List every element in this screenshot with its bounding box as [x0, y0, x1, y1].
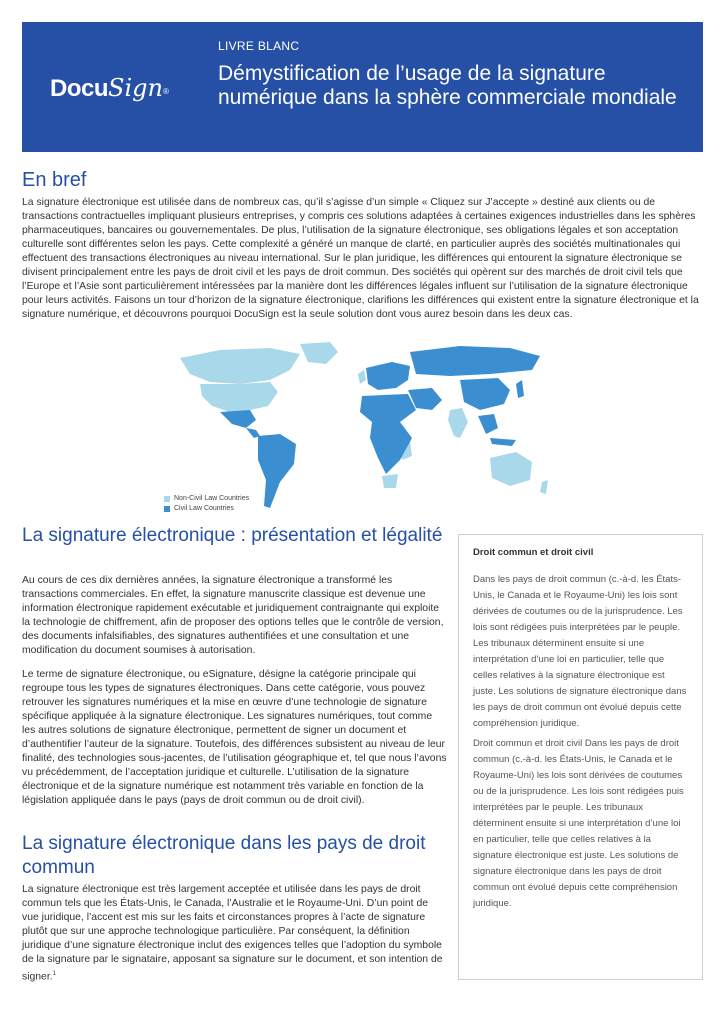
logo-reg: ® [162, 87, 169, 96]
sidebar-paragraph-2: Droit commun et droit civil Dans les pays de droit commun (c.-à-d. les États-Unis, le Canada et le Royaume-Uni) les lois sont dérivées de coutumes ou de la jurisprudence. Les lois sont rédigées puis interprétées par le peuple. Les tribunaux déterminent ensuite si une interprétation d’une loi en particulier, telle que celles relatives à la signature électronique est juste. Les solutions de signature électronique dans les pays de droit commun ont évolué depuis cette compréhension juridique. [473, 738, 684, 909]
sidebar-box [458, 534, 703, 980]
legend-item-civil [164, 504, 249, 514]
section2-paragraph-text: La signature électronique est très largement acceptée et utilisée dans les pays de droit commun tels que les États-Unis, le Canada, l’Australie et le Royaume-Uni. D’un point de vue juridique, l’accent est mis sur les faits et circonstances propres à l’acte de signature plutôt que sur une approche technologique particulière. Par conséquent, la définition juridique d’une signature électronique inclut des exigences telles que l’adoption du symbole de la signature par le signataire, apposant sa signature sur le document, et son intention de signer. [22, 884, 443, 983]
legend-label-non-civil: Non-Civil Law Countries [174, 495, 250, 502]
map-central-america [246, 428, 260, 438]
sidebar-title: Droit commun et droit civil [473, 547, 594, 558]
logo-docu: Docu [50, 75, 108, 102]
map-china [460, 378, 510, 410]
map-canada [180, 348, 300, 384]
map-indonesia [490, 438, 516, 446]
map-newzealand [540, 480, 548, 494]
map-russia [410, 346, 540, 376]
section1-heading: La signature électronique : présentation et légalité [22, 525, 443, 546]
section2-heading: La signature électronique dans les pays de droit commun [22, 833, 426, 878]
map-japan [516, 380, 524, 398]
map-usa [200, 382, 278, 412]
intro-paragraph: La signature électronique est utilisée dans de nombreux cas, qu’il s’agisse d’un simple « Cliquez sur J’accepte » destiné aux clients ou de transactions contractuelles impliquant plusieurs entreprises, y compris ces solutions adaptées à certaines exigences industrielles dans les sphères pharmaceutiques, bancaires ou gouvernementales. De plus, l’utilisation de la signature électronique, ses obligations légales et son acceptation culturelle sont différentes selon les pays. Cette complexité a généré un manque de clarté, en particulier auprès des sociétés multinationales qui effectuent des transactions électroniques au niveau international. Sur le plan juridique, les différences qui entourent la signature électronique se divisent principalement entre les pays de droit civil et les pays de droit commun. Des sociétés qui opèrent sur des marchés de droit civil tels que l’Europe et l’Asie sont particulièrement intéressées par la manière dont les différences légales influent sur l’utilisation de la signature électronique pour leurs activités. Faisons un tour d’horizon de la signature électronique, clarifions les différences qui existent entre la signature électronique et la signature numérique, et découvrons pourquoi DocuSign est la seule solution dont vous aurez besoin dans les deux cas. [22, 197, 699, 320]
map-legend [164, 494, 249, 514]
legend-swatch-civil [164, 506, 170, 512]
legend-label-civil: Civil Law Countries [174, 505, 234, 512]
map-south-america [258, 434, 296, 508]
header-banner [22, 22, 703, 152]
section2-paragraph-1 [22, 883, 447, 984]
intro-heading: En bref [22, 169, 87, 191]
map-mexico [220, 410, 256, 428]
document-title: Démystification de l’usage de la signature numérique dans la sphère commerciale mondiale [218, 62, 677, 109]
map-europe [366, 362, 410, 390]
footnote-marker: 1 [52, 971, 56, 977]
map-southeast-asia [478, 414, 498, 434]
map-central-africa [370, 422, 412, 474]
map-australia [490, 452, 532, 486]
map-north-africa [360, 394, 416, 422]
section1-paragraph-1: Au cours de ces dix dernières années, la signature électronique a transformé les transactions commerciales. En effet, la signature manuscrite classique est devenue une information électronique rapidement exécutable et juridiquement contraignante qui exploite la technologie de chiffrement, afin de proposer des options telles que le contrôle de version, des documents infalsifiables, des signatures authentifiées et une consultation et une modification du document soumises à autorisation. [22, 575, 444, 656]
docusign-logo [50, 74, 190, 108]
sidebar-paragraph-1: Dans les pays de droit commun (c.-à-d. les États-Unis, le Canada et le Royaume-Uni) les lois sont dérivées de coutumes ou de la jurisprudence. Les lois sont rédigées puis interprétées par le peuple. Les tribunaux déterminent ensuite si une interprétation d’une loi en particulier, telle que celles relatives à la signature électronique est juste. Les solutions de signature électronique dans les pays de droit commun ont évolué depuis cette compréhension juridique. [473, 574, 687, 729]
map-uk [358, 370, 366, 384]
section1-paragraph-2: Le terme de signature électronique, ou eSignature, désigne la catégorie principale qui regroupe tous les types de signatures électroniques. Dans cette catégorie, vous pouvez retrouver les signatures numériques et la mise en œuvre d’une technologie de signature spécifique appliquée à la signature électronique. Les signatures numériques, tout comme les autres solutions de signature électronique, permettent de signer un document et d’authentifier l’auteur de la signature. Toutefois, des différences subsistent au niveau de leur finalité, des technologies sous-jacentes, de l’utilisation géographique et, tel que nous l’avons vu précédemment, de l’acceptation juridique et culturelle. L’utilisation de la signature électronique et de la signature numérique est notamment très variable en fonction de la législation appliquée dans le pays (pays de droit commun ou de droit civil). [22, 669, 447, 806]
map-south-africa [382, 474, 398, 488]
logo-sign: Sign [108, 74, 163, 102]
eyebrow-label: LIVRE BLANC [218, 39, 300, 53]
map-greenland [300, 342, 338, 364]
legend-item-non-civil [164, 494, 249, 504]
world-map [160, 340, 560, 520]
map-india [448, 408, 468, 438]
legend-swatch-non-civil [164, 496, 170, 502]
